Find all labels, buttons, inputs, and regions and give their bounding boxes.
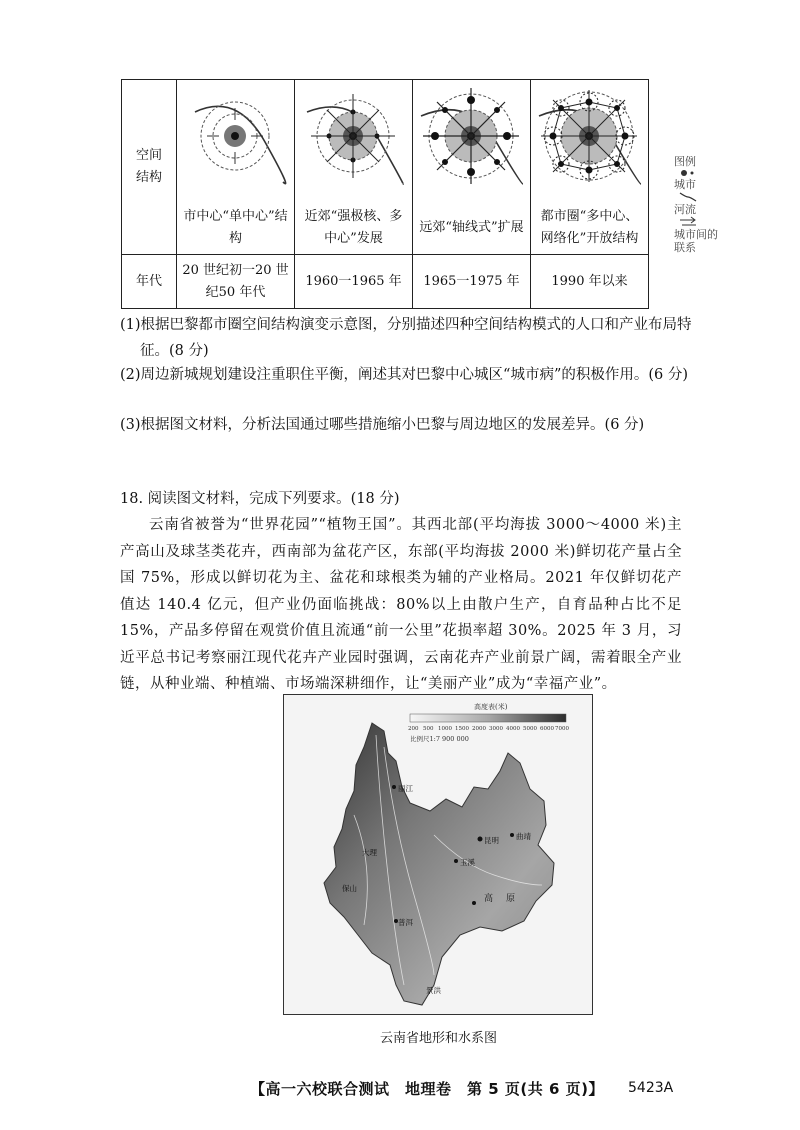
diagram-multi-center	[295, 80, 413, 202]
svg-text:高: 高	[484, 894, 494, 904]
link-arrow-icon	[678, 216, 698, 228]
legend-city: 城市	[674, 178, 696, 191]
row-header-structure: 空间 结构	[122, 80, 177, 255]
svg-text:大理: 大理	[362, 848, 377, 857]
spatial-structure-table	[121, 79, 649, 309]
diagram-single-center	[177, 80, 295, 202]
question-17-1: (1)根据巴黎都市圈空间结构演变示意图，分别描述四种空间结构模式的人口和产业布局特	[120, 317, 692, 333]
legend-link: 城市间的联系	[674, 228, 718, 254]
evolution-table	[121, 79, 649, 309]
yunnan-terrain-map	[283, 694, 593, 1015]
scale-title: 高度表(米)	[474, 703, 508, 711]
legend-river: 河流	[674, 203, 696, 216]
question-17-3: (3)根据图文材料，分析法国通过哪些措施缩小巴黎与周边地区的发展差异。(6 分)	[120, 417, 645, 433]
label-network: 都市圈“多中心、网络化”开放结构	[531, 201, 649, 255]
svg-text:玉溪: 玉溪	[460, 858, 475, 867]
map-canvas	[284, 695, 592, 1014]
era-1: 20 世纪初一20 世纪50 年代	[177, 255, 295, 309]
era-2: 1960一1965 年	[295, 255, 413, 309]
svg-text:曲靖: 曲靖	[516, 832, 531, 841]
svg-text:景洪: 景洪	[426, 986, 441, 995]
svg-text:3000: 3000	[489, 726, 503, 732]
scale-values	[408, 726, 569, 732]
row-header-era: 年代	[122, 255, 177, 309]
legend-title: 图例	[674, 155, 696, 168]
era-3: 1965一1975 年	[413, 255, 531, 309]
scale-ratio: 比例尺1:7 900 000	[410, 735, 469, 743]
page-footer: 【高一六校联合测试 地理卷 第 5 页(共 6 页)】	[250, 1080, 604, 1098]
label-axial: 远郊“轴线式”扩展	[413, 201, 531, 255]
yunnan-outline	[324, 723, 554, 1005]
svg-text:1000: 1000	[438, 726, 452, 732]
svg-text:原: 原	[506, 894, 516, 904]
question-17-1-cont: 征。(8 分)	[140, 343, 209, 359]
svg-text:普洱: 普洱	[398, 918, 413, 927]
label-single-center: 市中心“单中心”结构	[177, 201, 295, 255]
svg-text:1500: 1500	[455, 726, 469, 732]
diagram-network	[531, 80, 649, 202]
svg-text:6000: 6000	[540, 726, 554, 732]
map-caption: 云南省地形和水系图	[379, 1031, 497, 1046]
svg-text:200: 200	[408, 726, 419, 732]
exam-code: 5423A	[628, 1080, 674, 1096]
svg-text:昆明: 昆明	[484, 836, 499, 845]
svg-text:丽江: 丽江	[398, 784, 413, 793]
elevation-scale-bar	[410, 714, 566, 722]
city-dot-icon	[678, 168, 698, 178]
label-multi-center: 近郊“强极核、多中心”发展	[295, 201, 413, 255]
svg-text:保山: 保山	[342, 884, 357, 893]
era-4: 1990 年以来	[531, 255, 649, 309]
svg-text:7000: 7000	[555, 726, 569, 732]
diagram-legend	[674, 155, 718, 254]
svg-text:4000: 4000	[506, 726, 520, 732]
svg-text:5000: 5000	[523, 726, 537, 732]
svg-text:2000: 2000	[472, 726, 486, 732]
river-icon	[678, 191, 698, 203]
diagram-axial-expansion	[413, 80, 531, 202]
question-18-passage: 云南省被誉为“世界花园”“植物王国”。其西北部(平均海拔 3000～4000 米)主产高山及球茎类花卉，西南部为盆花产区，东部(平均海拔 2000 米)鲜切花产量占全国 75%，形成以鲜切花为主、盆花和球根类为辅的产业格局。2021 年仅鲜切花产值达 140.4 亿元，但产业仍面临挑战：80%以上由散户生产，自育品种占比不足 15%，产品多停留在观赏价值且流通“前一公里”花损率超 30%。2025 年 3 月，习近平总书记考察丽江现代花卉产业园时强调，云南花卉产业前景广阔，需着眼全产业链，从种业端、种植端、市场端深耕细作，让“美丽产业”成为“幸福产业”。	[120, 517, 682, 692]
question-17-2: (2)周边新城规划建设注重职住平衡，阐述其对巴黎中心城区“城市病”的积极作用。(6 分)	[120, 367, 689, 383]
question-18-heading: 18. 阅读图文材料，完成下列要求。(18 分)	[120, 491, 400, 507]
svg-text:500: 500	[423, 726, 434, 732]
